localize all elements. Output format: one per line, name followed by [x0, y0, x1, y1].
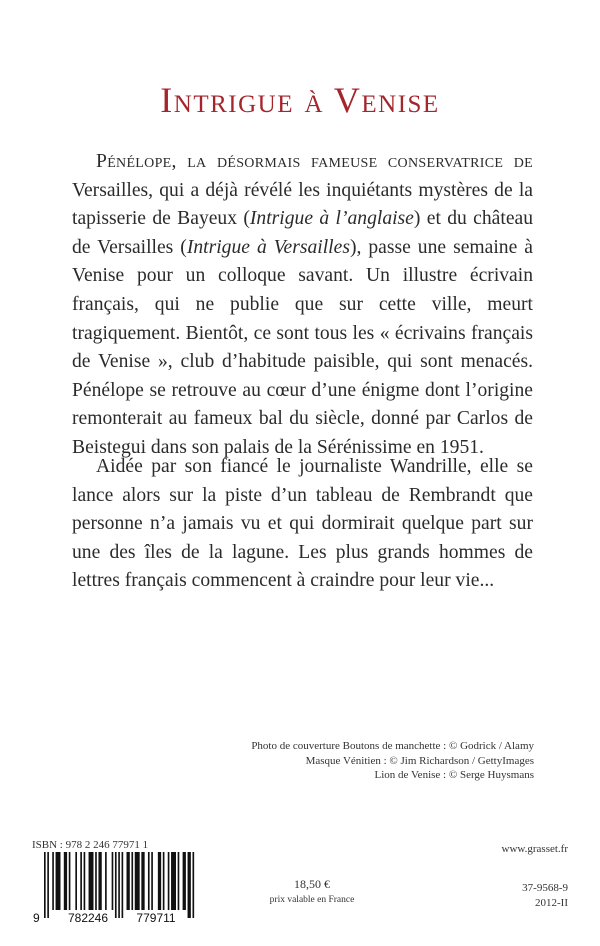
credit-line: Photo de couverture Boutons de manchette : © Godrick / Alamy [251, 740, 534, 752]
barcode-graphic [32, 852, 210, 924]
barcode-bar [141, 852, 144, 910]
edition-code: 2012-II [535, 897, 568, 909]
blurb-lead: Pénélope, la désormais fameuse conservatrice de [96, 151, 533, 172]
barcode-bar [127, 852, 130, 910]
barcode-bar [84, 852, 86, 910]
publisher-website: www.grasset.fr [501, 843, 568, 855]
reference-codes [522, 881, 568, 911]
barcode-bar [105, 852, 107, 910]
barcode-bar [168, 852, 170, 910]
book-reference: Intrigue à l’anglaise [249, 208, 414, 230]
barcode-bar [98, 852, 101, 910]
barcode-bar [64, 852, 67, 910]
photo-credits [251, 739, 534, 783]
price-note: prix valable en France [269, 895, 355, 905]
barcode-digits-left: 782246 [67, 911, 109, 924]
barcode-bar [122, 852, 124, 918]
barcode-digit-lead: 9 [33, 911, 40, 924]
barcode-bar [151, 852, 153, 910]
barcode-bar [95, 852, 97, 910]
book-reference: Intrigue à Versailles [186, 236, 350, 258]
barcode-bar [118, 852, 120, 918]
barcode-bar [193, 852, 195, 918]
blurb-paragraph-1 [72, 148, 533, 463]
barcode-bar [44, 852, 46, 918]
barcode-bar [80, 852, 82, 910]
credit-line: Lion de Venise : © Serge Huysmans [374, 769, 534, 781]
barcode-bar [115, 852, 117, 918]
barcode-bar [178, 852, 180, 910]
blurb-paragraph-2 [72, 453, 533, 596]
ref-code: 37-9568-9 [522, 882, 568, 894]
blurb-text: ) et du château de Versailles ( [72, 208, 534, 258]
barcode-bar [75, 852, 77, 910]
barcode-bar [112, 852, 114, 910]
barcode-bar [163, 852, 165, 910]
blurb-text: ), passe une semaine à Venise pour un colloque savant. Un illustre écrivain français, qui ne publie que sur cette ville, meurt tragiquement. Bientôt, ce sont tous les « écrivains français de Venise », club d’habitude paisible, qui sont menacés. Pénélope se retrouve au cœur d’une énigme dont l’origine remonterait au fameux bal du siècle, donné par Carlos de Beistegui dans son palais de la Sérénissime en 1951. [72, 236, 533, 458]
isbn-label: ISBN : 978 2 246 77971 1 [32, 839, 149, 851]
barcode-bar [52, 852, 54, 910]
barcode-digits-right: 779711 [136, 911, 176, 924]
blurb-text: Versailles, qui a déjà révélé les inquiétants mystères de la tapisserie de Bayeux ( [72, 179, 533, 230]
barcode-bar [56, 852, 61, 910]
barcode-bar [171, 852, 176, 910]
barcode-bar [158, 852, 161, 910]
credit-line: Masque Vénitien : © Jim Richardson / GettyImages [305, 754, 534, 767]
barcode-bar [148, 852, 150, 910]
barcode-bar [69, 852, 71, 910]
barcode-bar [188, 852, 191, 918]
price: 18,50 € [294, 877, 330, 891]
barcode-bar [131, 852, 133, 910]
barcode-bar [183, 852, 186, 910]
barcode-bar [47, 852, 49, 918]
barcode-bar [135, 852, 140, 910]
barcode-bar [89, 852, 94, 910]
barcode [32, 852, 210, 924]
blurb-text: Aidée par son fiancé le journaliste Wandrille, elle se lance alors sur la piste d’un tableau de Rembrandt que personne n’a jamais vu et qui dormirait quelque part sur une des îles de la lagune. Les plus grands hommes de lettres français commencent à craindre pour leur vie... [72, 456, 533, 592]
price-block [262, 876, 362, 908]
book-title: Intrigue à Venise [160, 80, 440, 120]
